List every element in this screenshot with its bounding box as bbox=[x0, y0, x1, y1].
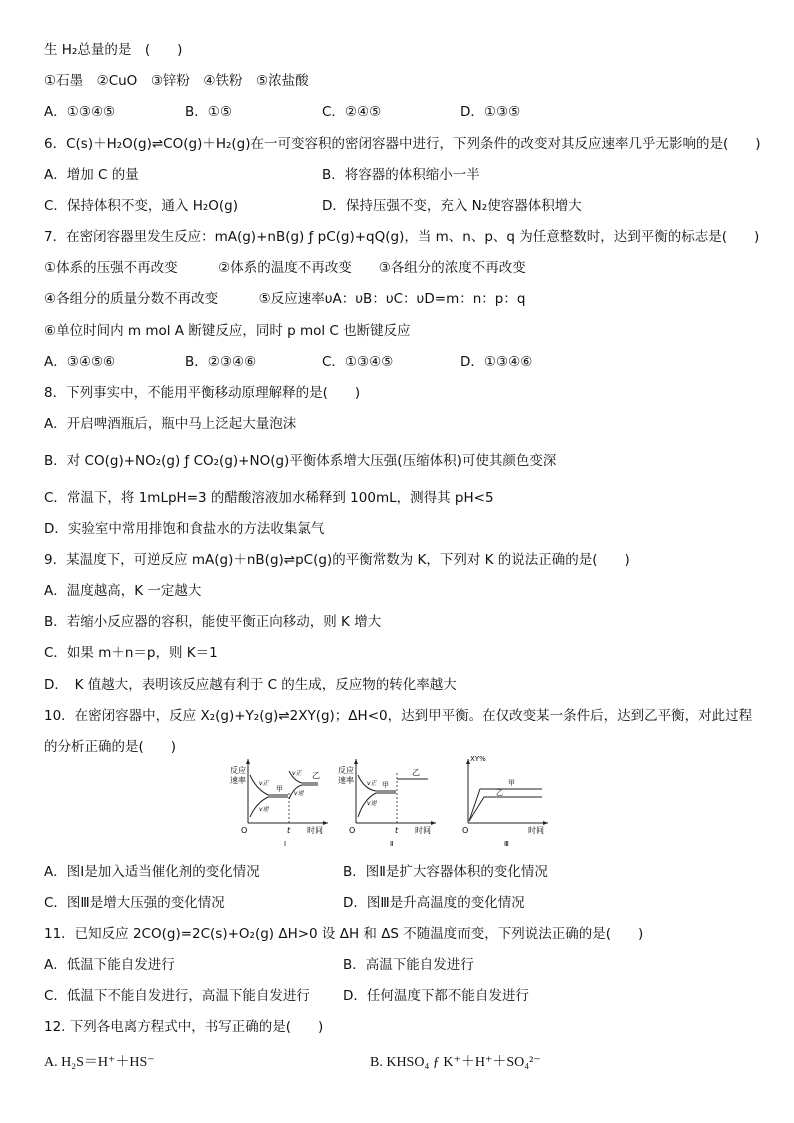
q8-option-c: C．常温下，将 1mLpH=3 的醋酸溶液加水稀释到 100mL，测得其 pH<5 bbox=[44, 490, 494, 506]
q9-option-a: A．温度越高，K 一定越大 bbox=[44, 583, 202, 599]
svg-text:速率: 速率 bbox=[338, 776, 354, 785]
q11-option-b: B．高温下能自发进行 bbox=[343, 957, 474, 973]
q10-stem-line2: 的分析正确的是( ) bbox=[44, 739, 177, 755]
q12-option-b: B. KHSO₄ ƒ K⁺＋H⁺＋SO₄²⁻ bbox=[370, 1055, 541, 1070]
fig3-curve-yi bbox=[469, 797, 542, 821]
q12-option-a: A. H₂S＝H⁺＋HS⁻ bbox=[44, 1055, 155, 1070]
q5-option-d: D．①③⑤ bbox=[460, 104, 521, 120]
q9-option-c: C．如果 m＋n＝p，则 K＝1 bbox=[44, 645, 218, 661]
q5-stem: 生 H₂总量的是 ( ) bbox=[44, 42, 183, 58]
q7-stem: 7．在密闭容器里发生反应：mA(g)+nB(g) ƒ pC(g)+qQ(g)，当 m、n、p、q 为任意整数时，达到平衡的标志是( ) bbox=[44, 229, 760, 245]
fig3-caption: Ⅲ bbox=[504, 840, 509, 848]
svg-text:乙: 乙 bbox=[496, 789, 503, 797]
q11-stem: 11．已知反应 2CO(g)=2C(s)+O₂(g) ΔH>0 设 ΔH 和 ΔS 不随温度而变，下列说法正确的是( ) bbox=[44, 926, 644, 942]
q9-option-d: D． K 值越大，表明该反应越有利于 C 的生成，反应物的转化率越大 bbox=[44, 677, 457, 693]
figure-3 bbox=[456, 753, 566, 851]
q5-items: ①石墨 ②CuO ③锌粉 ④铁粉 ⑤浓盐酸 bbox=[44, 73, 309, 89]
svg-text:v正: v正 bbox=[292, 770, 302, 777]
svg-text:甲: 甲 bbox=[508, 779, 515, 787]
q10-stem-line1: 10．在密闭容器中，反应 X₂(g)+Y₂(g)⇌2XY(g)；ΔH<0，达到甲平衡。在仅改变某一条件后，达到乙平衡，对此过程 bbox=[44, 708, 753, 724]
q6-option-c: C．保持体积不变，通入 H₂O(g) bbox=[44, 198, 239, 214]
q6-option-d: D．保持压强不变，充入 N₂使容器体积增大 bbox=[322, 198, 582, 214]
figure-2 bbox=[340, 753, 450, 851]
fig1-ylabel-1: 反应 bbox=[230, 766, 246, 775]
q11-option-c: C．低温下不能自发进行，高温下能自发进行 bbox=[44, 988, 310, 1004]
svg-text:v逆: v逆 bbox=[294, 790, 304, 797]
q6-option-a: A．增加 C 的量 bbox=[44, 167, 139, 183]
svg-text:v正: v正 bbox=[259, 780, 269, 787]
svg-text:v逆: v逆 bbox=[259, 806, 269, 813]
q7-option-d: D．①③④⑥ bbox=[460, 354, 533, 370]
svg-text:v逆: v逆 bbox=[367, 800, 377, 807]
fig1-vrev-curve bbox=[250, 797, 288, 817]
q8-option-d: D．实验室中常用排饱和食盐水的方法收集氯气 bbox=[44, 521, 325, 537]
figure-1 bbox=[232, 753, 342, 851]
q9-option-b: B．若缩小反应器的容积，能使平衡正向移动，则 K 增大 bbox=[44, 614, 382, 630]
q7-option-c: C．①③④⑤ bbox=[322, 354, 394, 370]
svg-text:甲: 甲 bbox=[382, 781, 389, 789]
fig2-caption: Ⅱ bbox=[390, 840, 394, 848]
q5-option-b: B．①⑤ bbox=[185, 104, 232, 120]
q10-option-b: B．图Ⅱ是扩大容器体积的变化情况 bbox=[343, 864, 548, 880]
q10-option-c: C．图Ⅲ是增大压强的变化情况 bbox=[44, 895, 225, 911]
q7-option-b: B．②③④⑥ bbox=[185, 354, 257, 370]
svg-text:乙: 乙 bbox=[312, 771, 320, 780]
svg-text:乙: 乙 bbox=[412, 768, 420, 777]
fig1-t: t bbox=[287, 826, 291, 835]
svg-text:t: t bbox=[395, 826, 399, 835]
fig1-caption: Ⅰ bbox=[284, 840, 287, 848]
q11-option-d: D．任何温度下都不能自发进行 bbox=[343, 988, 529, 1004]
q6-option-b: B．将容器的体积缩小一半 bbox=[322, 167, 480, 183]
q7-conditions-2: ④各组分的质量分数不再改变 ⑤反应速率υA：υB：υC：υD=m：n：p：q bbox=[44, 291, 526, 307]
svg-text:时间: 时间 bbox=[528, 826, 544, 835]
q10-option-a: A．图Ⅰ是加入适当催化剂的变化情况 bbox=[44, 864, 260, 880]
q7-option-a: A．③④⑤⑥ bbox=[44, 354, 116, 370]
fig1-origin: O bbox=[241, 826, 248, 835]
q7-conditions-1: ①体系的压强不再改变 ②体系的温度不再改变 ③各组分的浓度不再改变 bbox=[44, 260, 526, 276]
fig1-ylabel-2: 速率 bbox=[230, 776, 246, 785]
q8-stem: 8．下列事实中，不能用平衡移动原理解释的是( ) bbox=[44, 385, 361, 401]
fig3-ylabel: XY% bbox=[470, 755, 486, 763]
q12-stem: 12. 下列各电离方程式中，书写正确的是( ) bbox=[44, 1019, 324, 1035]
q7-conditions-3: ⑥单位时间内 m mol A 断键反应，同时 p mol C 也断键反应 bbox=[44, 323, 411, 339]
q9-stem: 9．某温度下，可逆反应 mA(g)＋nB(g)⇌pC(g)的平衡常数为 K，下列对 K 的说法正确的是( ) bbox=[44, 552, 630, 568]
q8-option-a: A．开启啤酒瓶后，瓶中马上泛起大量泡沫 bbox=[44, 416, 297, 432]
q11-option-a: A．低温下能自发进行 bbox=[44, 957, 175, 973]
q8-option-b: B．对 CO(g)+NO₂(g) ƒ CO₂(g)+NO(g)平衡体系增大压强(压缩体积)可使其颜色变深 bbox=[44, 453, 557, 469]
q10-option-d: D．图Ⅲ是升高温度的变化情况 bbox=[343, 895, 525, 911]
fig1-xlabel: 时间 bbox=[307, 826, 323, 835]
q5-option-c: C．②④⑤ bbox=[322, 104, 382, 120]
fig3-curve-jia bbox=[469, 789, 542, 821]
svg-text:时间: 时间 bbox=[415, 826, 431, 835]
svg-text:甲: 甲 bbox=[276, 785, 283, 793]
svg-text:O: O bbox=[462, 826, 469, 835]
svg-text:O: O bbox=[349, 826, 356, 835]
q5-option-a: A．①③④⑤ bbox=[44, 104, 116, 120]
svg-text:v正: v正 bbox=[367, 780, 377, 787]
svg-text:反应: 反应 bbox=[338, 766, 354, 775]
q6-stem: 6．C(s)＋H₂O(g)⇌CO(g)＋H₂(g)在一可变容积的密闭容器中进行，下列条件的改变对其反应速率几乎无影响的是( ) bbox=[44, 136, 761, 152]
